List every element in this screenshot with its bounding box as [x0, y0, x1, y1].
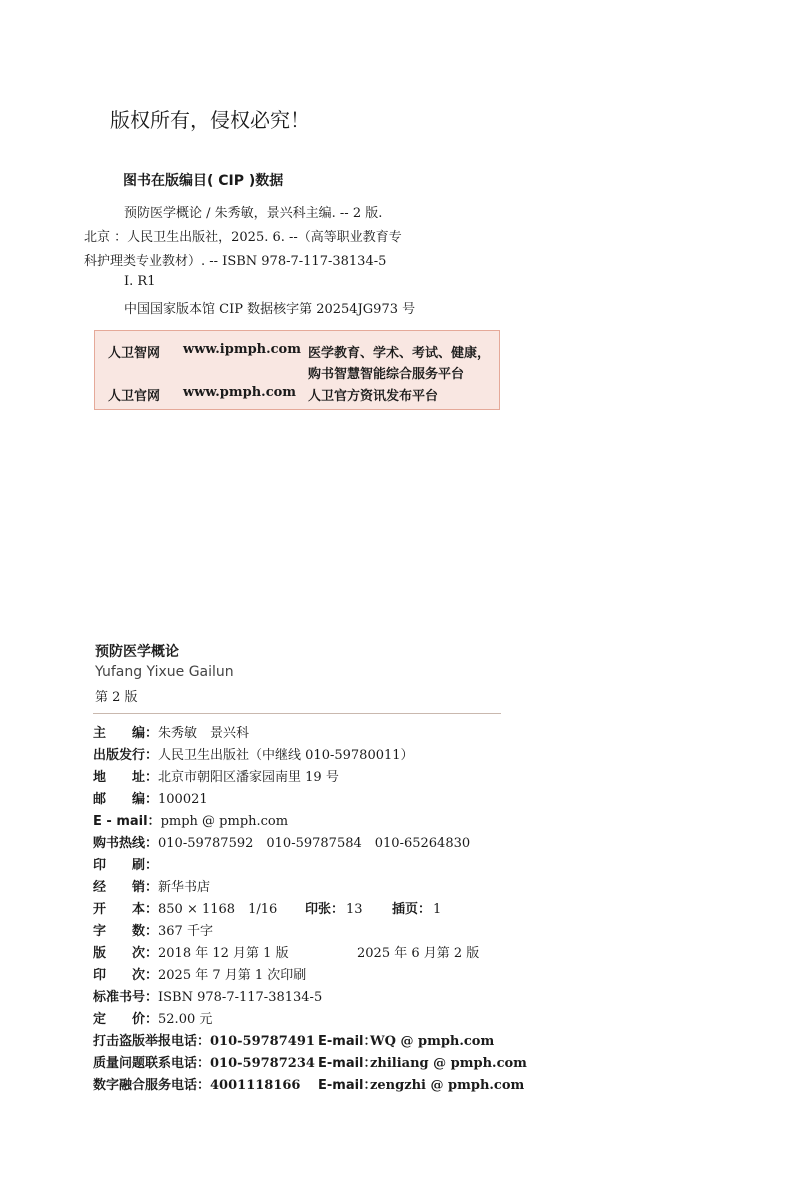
promo-site-name: 人卫智网 [108, 346, 161, 361]
cip-line: 科护理类专业教材）. -- ISBN 978-7-117-38134-5 [84, 254, 387, 269]
colophon-words: 字 数：367 千字 [93, 924, 213, 939]
promo-box [94, 330, 500, 410]
promo-site-name: 人卫官网 [108, 389, 161, 404]
sheets-value: 13 [346, 902, 363, 917]
sheets-label: 印张： [305, 902, 345, 917]
cip-line: 北京 ：人民卫生出版社，2025. 6. --（高等职业教育专 [84, 230, 402, 245]
colophon-printer: 印 刷： [93, 858, 159, 873]
email-value: zhiliang @ pmph.com [370, 1056, 527, 1071]
cip-line: 预防医学概论 / 朱秀敏，景兴科主编. -- 2 版. [124, 206, 383, 221]
colophon-format: 开 本：850 × 1168 1/16 印张： 13 插页： 1 [93, 900, 501, 920]
colophon-email: E - mail：pmph @ pmph.com [93, 814, 289, 829]
email-label: E-mail： [318, 1034, 377, 1049]
colophon-address: 地 址：北京市朝阳区潘家园南里 19 号 [93, 770, 339, 785]
colophon-piracy-hotline: 打击盗版举报电话：010-59787491 E-mail： WQ @ pmph.com [93, 1032, 503, 1052]
book-edition: 第 2 版 [95, 690, 138, 705]
colophon-versions: 版 次：2018 年 12 月第 1 版 2025 年 6 月第 2 版 [93, 944, 501, 964]
colophon-isbn: 标准书号：ISBN 978-7-117-38134-5 [93, 990, 323, 1005]
colophon-editor: 主 编：朱秀敏 景兴科 [93, 726, 250, 741]
book-pinyin-title: Yufang Yixue Gailun [95, 664, 234, 680]
colophon-hotline: 购书热线：010-59787592 010-59787584 010-65264830 [93, 836, 471, 851]
email-value: WQ @ pmph.com [370, 1034, 495, 1049]
promo-site-desc: 购书智慧智能综合服务平台 [308, 367, 465, 382]
cip-line: 中国国家版本馆 CIP 数据核字第 20254JG973 号 [124, 302, 416, 317]
colophon-printing: 印 次：2025 年 7 月第 1 次印刷 [93, 968, 307, 983]
plates-label: 插页： [392, 902, 432, 917]
plates-value: 1 [433, 902, 442, 917]
promo-site-url[interactable]: www.pmph.com [183, 385, 297, 400]
promo-site-desc: 人卫官方资讯发布平台 [308, 389, 439, 404]
colophon-distributor: 经 销：新华书店 [93, 880, 211, 895]
second-edition-date: 2025 年 6 月第 2 版 [357, 946, 480, 961]
promo-site-url[interactable]: www.ipmph.com [183, 342, 301, 357]
promo-site-desc: 医学教育、学术、考试、健康， [308, 346, 491, 361]
cip-title: 图书在版编目( CIP )数据 [123, 173, 284, 189]
colophon-publisher: 出版发行：人民卫生出版社（中继线 010-59780011） [93, 748, 414, 763]
colophon-postcode: 邮 编：100021 [93, 792, 208, 807]
book-title: 预防医学概论 [95, 644, 179, 660]
email-label: E-mail： [318, 1056, 377, 1071]
colophon-quality-hotline: 质量问题联系电话：010-59787234 E-mail： zhiliang @ pmph.com [93, 1054, 503, 1074]
colophon-digital-hotline: 数字融合服务电话：4001118166 E-mail： zengzhi @ pmph.com [93, 1076, 503, 1096]
colophon-price: 定 价：52.00 元 [93, 1012, 213, 1027]
copyright-notice: 版权所有，侵权必究！ [110, 108, 310, 132]
divider [93, 713, 501, 714]
cip-line: Ⅰ. R1 [124, 274, 156, 289]
email-label: E-mail： [318, 1078, 377, 1093]
email-value: zengzhi @ pmph.com [370, 1078, 525, 1093]
